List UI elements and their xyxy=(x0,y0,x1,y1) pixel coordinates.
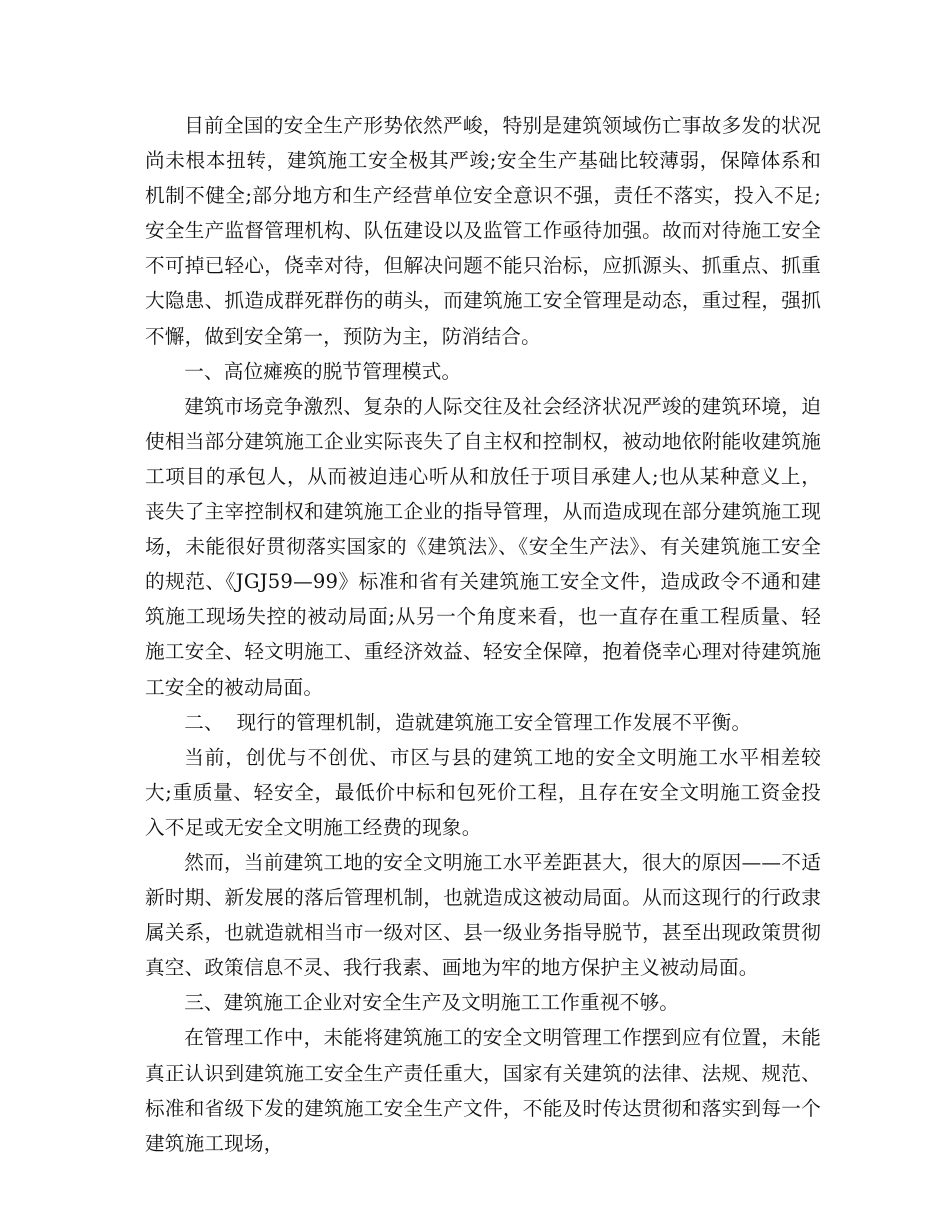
paragraph-section-1: 建筑市场竞争激烈、复杂的人际交往及社会经济状况严竣的建筑环境，迫使相当部分建筑施工企业实际丧失了自主权和控制权，被动地依附能收建筑施工项目的承包人，从而被迫违心听从和放任于项目承建人;也从某种意义上，丧失了主宰控制权和建筑施工企业的指导管理，从而造成现在部分建筑施工现场，未能很好贯彻落实国家的《建筑法》、《安全生产法》、有关建筑施工安全的规范、《JGJ59—99》标准和省有关建筑施工安全文件，造成政令不通和建筑施工现场失控的被动局面;从另一个角度来看，也一直存在重工程质量、轻施工安全、轻文明施工、重经济效益、轻安全保障，抱着侥幸心理对待建筑施工安全的被动局面。 xyxy=(145,394,821,699)
paragraph-section-2a: 当前，创优与不创优、市区与县的建筑工地的安全文明施工水平相差较大;重质量、轻安全，最低价中标和包死价工程，且存在安全文明施工资金投入不足或无安全文明施工经费的现象。 xyxy=(145,745,821,839)
section-heading-2: 二、 现行的管理机制，造就建筑施工安全管理工作发展不平衡。 xyxy=(184,710,752,734)
paragraph-intro: 目前全国的安全生产形势依然严峻，特别是建筑领域伤亡事故多发的状况尚未根本扭转，建筑施工安全极其严竣;安全生产基础比较薄弱，保障体系和机制不健全;部分地方和生产经营单位安全意识不强，责任不落实，投入不足;安全生产监督管理机构、队伍建设以及监管工作亟待加强。故而对待施工安全不可掉已轻心，侥幸对待，但解决问题不能只治标，应抓源头、抓重点、抓重大隐患、抓造成群死群伤的萌头，而建筑施工安全管理是动态，重过程，强抓不懈，做到安全第一，预防为主，防消结合。 xyxy=(145,114,821,348)
section-heading-1: 一、高位瘫痪的脱节管理模式。 xyxy=(184,359,462,383)
section-heading-3: 三、建筑施工企业对安全生产及文明施工工作重视不够。 xyxy=(184,991,680,1015)
document-page xyxy=(145,108,821,1161)
paragraph-section-2b: 然而，当前建筑工地的安全文明施工水平差距甚大，很大的原因——不适新时期、新发展的落后管理机制，也就造成这被动局面。从而这现行的行政隶属关系，也就造就相当市一级对区、县一级业务指导脱节，甚至出现政策贯彻真空、政策信息不灵、我行我素、画地为牢的地方保护主义被动局面。 xyxy=(145,850,821,980)
paragraph-section-3: 在管理工作中，未能将建筑施工的安全文明管理工作摆到应有位置，未能真正认识到建筑施工安全生产责任重大，国家有关建筑的法律、法规、规范、标准和省级下发的建筑施工安全生产文件，不能及时传达贯彻和落实到每一个建筑施工现场， xyxy=(145,1026,821,1155)
